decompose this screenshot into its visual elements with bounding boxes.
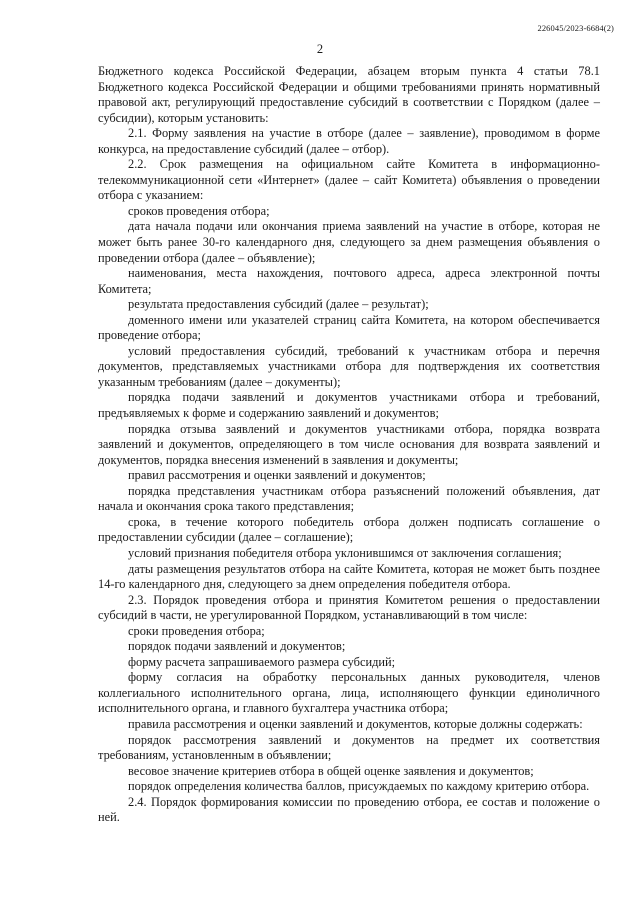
document-body — [98, 64, 600, 826]
list-item: порядок рассмотрения заявлений и документов на предмет их соответствия требованиям, установленным в объявлении; — [98, 732, 600, 763]
paragraph-continuation: Бюджетного кодекса Российской Федерации, абзацем вторым пункта 4 статьи 78.1 Бюджетного кодекса Российской Федерации и общими требованиями принять нормативный правовой акт, регулирующий предоставление субсидий в соответствии с Порядком (далее – субсидии), которым установить: — [98, 64, 600, 125]
paragraph-2-3: 2.3. Порядок проведения отбора и принятия Комитетом решения о предоставлении субсидий в части, не урегулированной Порядком, устанавливающий в том числе: — [98, 592, 600, 623]
list-item: порядка подачи заявлений и документов участниками отбора и требований, предъявляемых к форме и содержанию заявлений и документов; — [98, 390, 600, 421]
paragraph-2-2: 2.2. Срок размещения на официальном сайте Комитета в информационно-телекоммуникационной сети «Интернет» (далее – сайт Комитета) объявления о проведении отбора с указанием: — [98, 157, 600, 203]
list-item: срока, в течение которого победитель отбора должен подписать соглашение о предоставлении субсидии (далее – соглашение); — [98, 514, 600, 545]
list-item: наименования, места нахождения, почтового адреса, адреса электронной почты Комитета; — [98, 266, 600, 296]
list-item: порядок определения количества баллов, присуждаемых по каждому критерию отбора. — [128, 779, 590, 794]
list-item: доменного имени или указателей страниц сайта Комитета, на котором обеспечивается проведение отбора; — [98, 312, 600, 343]
list-item: форму расчета запрашиваемого размера субсидий; — [128, 654, 396, 669]
paragraph-2-1: 2.1. Форму заявления на участие в отборе (далее – заявление), проводимом в форме конкурса, на предоставление субсидий (далее – отбор). — [98, 126, 600, 156]
paragraph-2-4: 2.4. Порядок формирования комиссии по проведению отбора, ее состав и положение о ней. — [98, 794, 600, 825]
list-item: сроки проведения отбора; — [128, 623, 265, 638]
list-item: правил рассмотрения и оценки заявлений и документов; — [128, 468, 426, 483]
list-item: форму согласия на обработку персональных данных руководителя, членов коллегиального исполнительного органа, лица, исполняющего функции единоличного исполнительного органа, и главного бухгалтера участника отбора; — [98, 670, 600, 716]
list-item: весовое значение критериев отбора в общей оценке заявления и документов; — [128, 763, 534, 778]
list-item: порядка отзыва заявлений и документов участниками отбора, порядка возврата заявлений и документов, определяющего в том числе основания для возврата заявлений и документов, порядка внесения изменений в заявления и документы; — [98, 421, 600, 467]
document-registration-number: 226045/2023-6684(2) — [537, 23, 614, 33]
list-item: дата начала подачи или окончания приема заявлений на участие в отборе, которая не может быть ранее 30-го календарного дня, следующего за днем размещения объявления о проведении отбора (далее – объявление); — [98, 219, 600, 265]
list-item: порядок подачи заявлений и документов; — [128, 639, 346, 654]
list-item: результата предоставления субсидий (далее – результат); — [128, 297, 429, 312]
list-item: условий признания победителя отбора уклонившимся от заключения соглашения; — [128, 545, 562, 560]
list-item: условий предоставления субсидий, требований к участникам отбора и перечня документов, представляемых участниками отбора для подтверждения их соответствия указанным требованиям (далее – документы); — [98, 343, 600, 389]
list-item: даты размещения результатов отбора на сайте Комитета, которая не может быть позднее 14-го календарного дня, следующего за днем определения победителя отбора. — [98, 561, 600, 592]
list-item: правила рассмотрения и оценки заявлений и документов, которые должны содержать: — [128, 716, 583, 731]
page-number: 2 — [316, 42, 324, 56]
list-item: порядка представления участникам отбора разъяснений положений объявления, дат начала и окончания срока такого представления; — [98, 483, 600, 514]
list-item: сроков проведения отбора; — [128, 203, 270, 218]
